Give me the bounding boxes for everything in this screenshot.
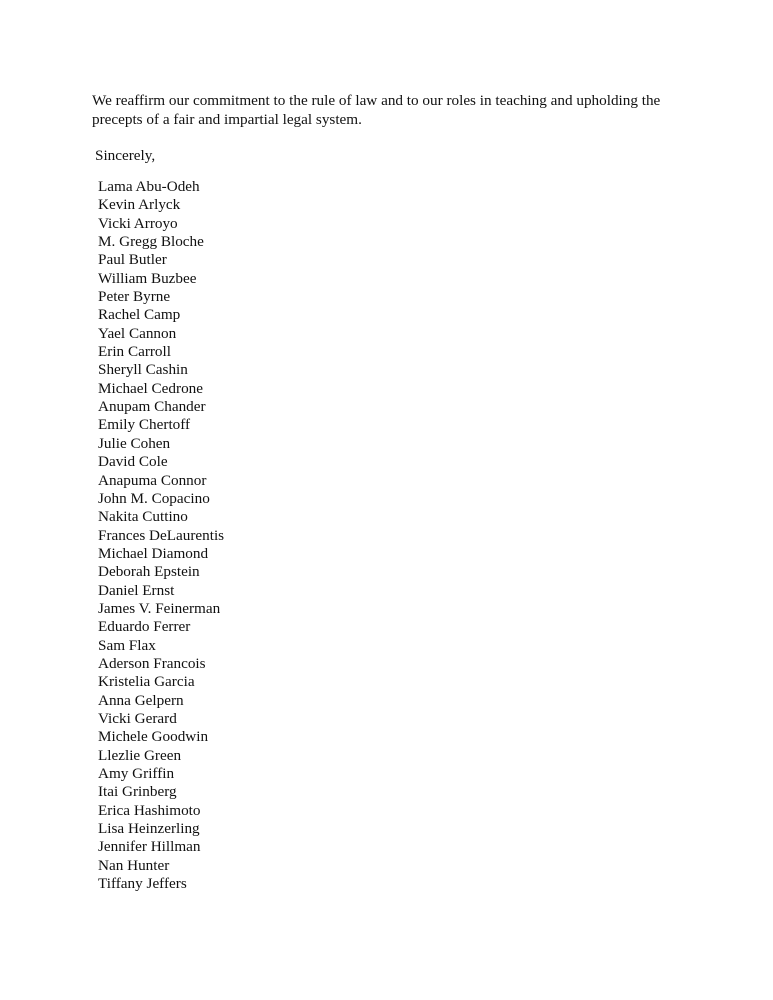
signatory-name: John M. Copacino — [98, 489, 210, 507]
signatory-name: Sheryll Cashin — [98, 361, 188, 379]
signatory-name: Jennifer Hillman — [98, 838, 201, 856]
signatory-name: Amy Griffin — [98, 765, 175, 782]
signatory-name: William Buzbee — [98, 269, 197, 287]
signatory-name: David Cole — [98, 453, 168, 471]
signatory-name: Yael Cannon — [98, 324, 177, 342]
signatory-name: Vicki Gerard — [98, 709, 177, 727]
signatory-name: Anna Gelpern — [98, 691, 184, 709]
signatory-name: Aderson Francois — [98, 654, 206, 672]
signatory-name: Vicki Arroyo — [98, 214, 178, 232]
signatory-name: Llezlie Green — [98, 746, 182, 764]
signatory-list — [98, 178, 224, 893]
signatory-name: Erin Carroll — [98, 343, 171, 361]
signatory-name: Deborah Epstein — [98, 563, 200, 581]
signatory-name: Michele Goodwin — [98, 728, 209, 746]
signatory-name: Sam Flax — [98, 636, 156, 654]
signatory-name: Paul Butler — [98, 251, 167, 269]
signatory-name: Peter Byrne — [98, 288, 171, 306]
signatory-name: James V. Feinerman — [98, 599, 221, 617]
signatory-name: Emily Chertoff — [98, 416, 191, 434]
signatory-name: Nakita Cuttino — [98, 508, 188, 526]
signatory-name: Lama Abu-Odeh — [98, 178, 200, 195]
signatory-name: Frances DeLaurentis — [98, 526, 225, 544]
signatory-name: Julie Cohen — [98, 434, 171, 452]
signatory-name: Anapuma Connor — [98, 471, 207, 489]
signatory-name: M. Gregg Bloche — [98, 233, 204, 251]
signatory-name: Eduardo Ferrer — [98, 618, 191, 636]
letter-closing: Sincerely, — [95, 147, 156, 164]
signatory-name: Rachel Camp — [98, 306, 181, 324]
signatory-name: Erica Hashimoto — [98, 801, 201, 819]
signatory-name: Kevin Arlyck — [98, 196, 181, 214]
signatory-name: Lisa Heinzerling — [98, 820, 200, 838]
signatory-name: Michael Cedrone — [98, 379, 204, 397]
signatory-name: Michael Diamond — [98, 544, 209, 562]
signatory-name: Daniel Ernst — [98, 581, 175, 599]
commitment-paragraph: We reaffirm our commitment to the rule of law and to our roles in teaching and upholding the precepts of a fair and impartial legal system. — [92, 92, 661, 128]
signatory-name: Itai Grinberg — [98, 783, 177, 801]
signatory-name: Tiffany Jeffers — [98, 875, 187, 893]
signatory-name: Anupam Chander — [98, 398, 206, 416]
signatory-name: Nan Hunter — [98, 856, 170, 874]
signatory-name: Kristelia Garcia — [98, 673, 195, 691]
